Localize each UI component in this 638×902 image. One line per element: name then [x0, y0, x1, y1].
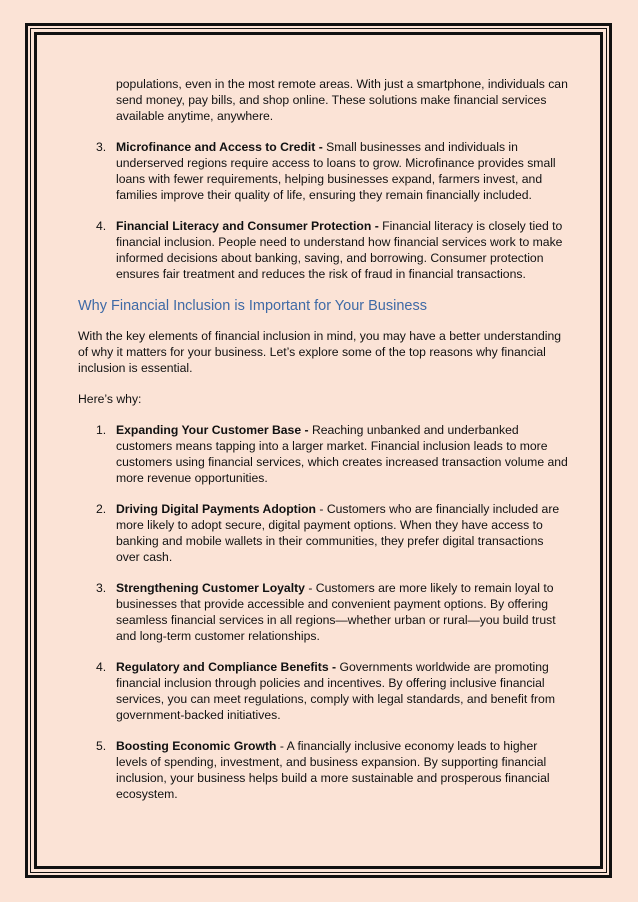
- list-item-text: - Customers are more likely to remain loyal to businesses that provide accessible and convenient payment options. By offering seamless financial services in all regions—whether urban or rural—you build trust and long-term customer relationships.: [116, 581, 556, 643]
- list-item-title: Boosting Economic Growth: [116, 739, 277, 753]
- list-item-title: Financial Literacy and Consumer Protection -: [116, 219, 379, 233]
- list-item-text: Reaching unbanked and underbanked customers means tapping into a larger market. Financial inclusion leads to more customers using financial services, which creates increased transaction volume and more revenue opportunities.: [116, 423, 568, 485]
- list-item: [78, 422, 568, 486]
- list-number: 2.: [96, 502, 107, 516]
- document-body: [78, 76, 568, 817]
- intro-continuation: populations, even in the most remote areas. With just a smartphone, individuals can send money, pay bills, and shop online. These solutions make financial services available anytime, anywhere.: [116, 77, 568, 123]
- list-item-title: Strengthening Customer Loyalty: [116, 581, 305, 595]
- heres-why-label: Here’s why:: [78, 392, 142, 406]
- list-number: 4.: [96, 660, 107, 674]
- list-item: [78, 501, 568, 565]
- list-reasons: [78, 422, 568, 802]
- list-item-text: - Customers who are financially included are more likely to adopt secure, digital payment options. When they have access to banking and mobile wallets in their communities, they prefer digital transactions over cash.: [116, 502, 560, 564]
- section-heading: Why Financial Inclusion is Important for Your Business: [78, 298, 427, 314]
- list-number: 4.: [96, 219, 107, 233]
- list-item: [78, 659, 568, 723]
- intro-paragraph: With the key elements of financial inclusion in mind, you may have a better understanding of why it matters for your business. Let’s explore some of the top reasons why financial inclusion is essential.: [78, 329, 562, 375]
- list-number: 3.: [96, 140, 107, 154]
- list-item-text: Small businesses and individuals in underserved regions require access to loans to grow. Microfinance provides small loans with fewer requirements, helping businesses expand, farmers invest, and families improve their quality of life, ensuring they remain financially included.: [116, 140, 556, 202]
- list-item-title: Regulatory and Compliance Benefits -: [116, 660, 337, 674]
- list-item-title: Microfinance and Access to Credit -: [116, 140, 323, 154]
- list-item-text: - A financially inclusive economy leads to higher levels of spending, investment, and business expansion. By supporting financial inclusion, your business helps build a more sustainable and prosperous financial ecosystem.: [116, 739, 550, 801]
- list-item: [78, 218, 568, 282]
- list-key-elements: [78, 139, 568, 282]
- list-item-text: Governments worldwide are promoting financial inclusion through policies and incentives. By offering inclusive financial services, you can meet regulations, comply with legal standards, and benefit from government-backed initiatives.: [116, 660, 555, 722]
- list-item-title: Driving Digital Payments Adoption: [116, 502, 316, 516]
- list-item-text: Financial literacy is closely tied to financial inclusion. People need to understand how financial services work to make informed decisions about banking, saving, and borrowing. Consumer protection ensures fair treatment and reduces the risk of fraud in financial transactions.: [116, 219, 563, 281]
- list-item: [78, 738, 568, 802]
- list-item-title: Expanding Your Customer Base -: [116, 423, 309, 437]
- list-item: [78, 580, 568, 644]
- list-number: 1.: [96, 423, 107, 437]
- list-item: [78, 139, 568, 203]
- list-number: 3.: [96, 581, 107, 595]
- list-number: 5.: [96, 739, 107, 753]
